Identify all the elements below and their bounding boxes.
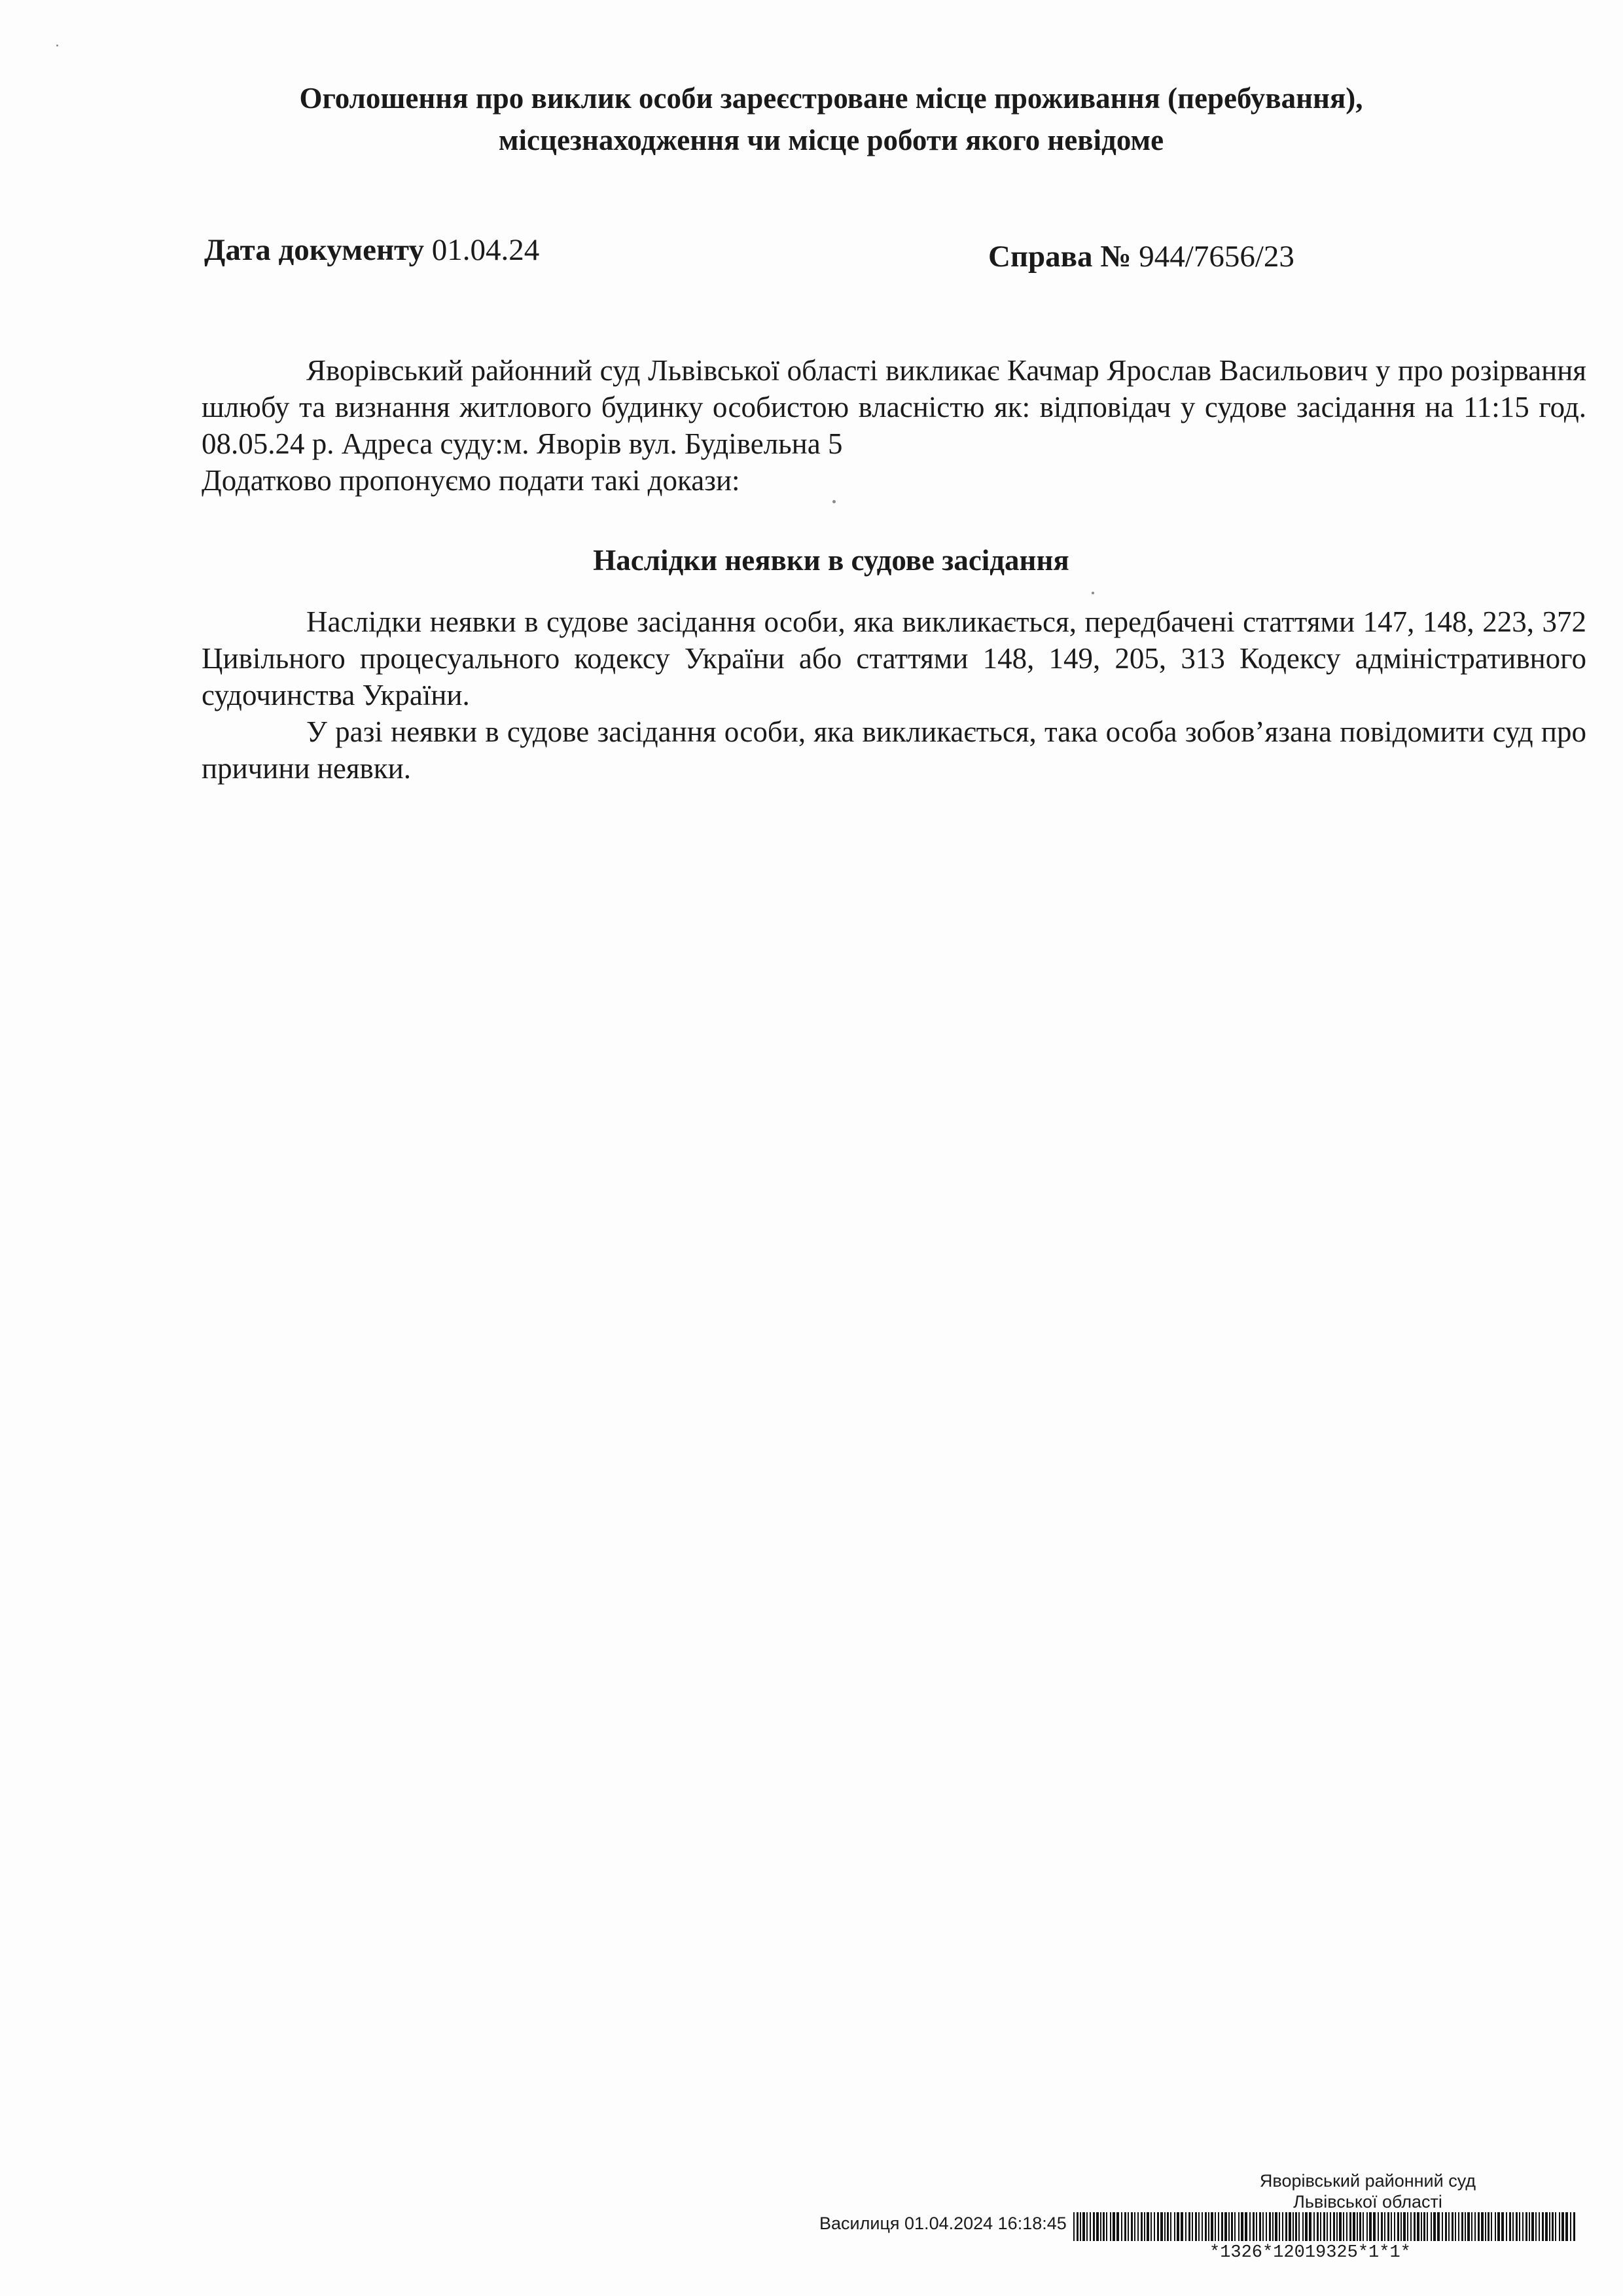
barcode-bar [1433,2212,1436,2241]
barcode-bar [1559,2212,1560,2241]
barcode-bar [1086,2212,1088,2241]
barcode-bar [1228,2212,1230,2241]
barcode-bar [1387,2212,1389,2241]
barcode-bar [1491,2212,1492,2241]
barcode-bar [1275,2212,1277,2241]
barcode-bar [1096,2212,1099,2241]
barcode-bar [1525,2212,1527,2241]
footer-stamp: Василиця 01.04.2024 16:18:45 [819,2214,1067,2233]
footer-court-line-2: Львівської області [1293,2192,1442,2212]
barcode-bar [1113,2212,1115,2241]
barcode-bar [1458,2212,1459,2241]
barcode-bar [1516,2212,1518,2241]
barcode-bar [1403,2212,1406,2241]
date-value: 01.04.24 [431,233,540,267]
barcode-bar [1471,2212,1472,2241]
barcode-bar [1542,2212,1544,2241]
summons-text: Яворівський районний суд Львівської області викликає Качмар Ярослав Васильович у про розірвання шлюбу та визнання житлового будинку особистою власністю як: відповідач у судове засідання на 11:15 год. 08.05.24 р. Адреса суду:м. Яворів вул. Будівельна 5 [202,354,1586,460]
title-line-2: місцезнаходження чи місце роботи якого невідоме [498,124,1164,156]
barcode-bar [1073,2212,1075,2241]
barcode [1073,2212,1577,2241]
scan-speck [832,500,836,503]
barcode-bar [1134,2212,1135,2241]
barcode-bar [1147,2212,1149,2241]
barcode-bar [1157,2212,1159,2241]
barcode-bar [1218,2212,1219,2241]
barcode-bar [1103,2212,1105,2241]
consequences-paragraph-2: У разі неявки в судове засідання особи, яка викликається, така особа зобов’язана повідомити суд про причини неявки. [202,715,1586,785]
barcode-bar [1253,2212,1255,2241]
barcode-bar [1485,2212,1486,2241]
barcode-bar [1455,2212,1456,2241]
barcode-bar [1353,2212,1355,2241]
barcode-bar [1519,2212,1520,2241]
barcode-bar [1573,2212,1575,2241]
barcode-bar [1336,2212,1338,2241]
barcode-bar [1461,2212,1463,2241]
barcode-bar [1128,2212,1129,2241]
barcode-bar [1384,2212,1385,2241]
barcode-bar [1164,2212,1166,2241]
evidence-text: Додатково пропонуємо подати такі докази: [202,464,740,497]
barcode-bar [1320,2212,1321,2241]
barcode-bar [1205,2212,1207,2241]
barcode-bar [1077,2212,1079,2241]
document-date [204,230,539,270]
barcode-bar [1346,2212,1347,2241]
barcode-bar [1195,2212,1197,2241]
barcode-bar [1421,2212,1422,2241]
barcode-bar [1124,2212,1126,2241]
barcode-bar [1570,2212,1571,2241]
barcode-bar [1423,2212,1425,2241]
barcode-bar [1170,2212,1171,2241]
barcode-bar [1417,2212,1419,2241]
barcode-bar [1298,2212,1300,2241]
barcode-bar [1285,2212,1287,2241]
barcode-code: *1326*12019325*1*1* [1209,2243,1411,2263]
barcode-bar [1448,2212,1450,2241]
barcode-bar [1343,2212,1344,2241]
barcode-bar [1481,2212,1484,2241]
barcode-bar [1369,2212,1372,2241]
scan-speck [56,45,58,46]
barcode-bar [1467,2212,1470,2241]
barcode-bar [1359,2212,1361,2241]
barcode-bar [1259,2212,1261,2241]
date-label: Дата документу [204,233,425,267]
barcode-bar [1262,2212,1264,2241]
barcode-bar [1397,2212,1399,2241]
case-value: 944/7656/23 [1139,240,1294,274]
barcode-bar [1093,2212,1095,2241]
barcode-bar [1427,2212,1428,2241]
barcode-bar [1561,2212,1564,2241]
barcode-bar [1116,2212,1119,2241]
barcode-bar [1249,2212,1251,2241]
barcode-bar [1100,2212,1101,2241]
footer-court-name [1178,2170,1558,2212]
barcode-bar [1106,2212,1107,2241]
barcode-bar [1185,2212,1186,2241]
barcode-bar [1437,2212,1440,2241]
barcode-bar [1211,2212,1213,2241]
barcode-bar [1378,2212,1379,2241]
barcode-bar [1174,2212,1175,2241]
barcode-bar [1160,2212,1163,2241]
barcode-bar [1238,2212,1240,2241]
footer-court-line-1: Яворівський районний суд [1259,2171,1476,2191]
barcode-bar [1269,2212,1271,2241]
document-title [196,77,1466,161]
barcode-bar [1330,2212,1331,2241]
barcode-bar [1501,2212,1504,2241]
barcode-bar [1495,2212,1496,2241]
barcode-bar [1289,2212,1291,2241]
barcode-bar [1381,2212,1383,2241]
barcode-bar [1327,2212,1328,2241]
barcode-bar [1535,2212,1537,2241]
title-line-1: Оголошення про виклик особи зареєстроване місце проживання (перебування), [299,82,1363,115]
barcode-bar [1202,2212,1203,2241]
barcode-bar [1400,2212,1402,2241]
barcode-bar [1410,2212,1412,2241]
barcode-bar [1555,2212,1556,2241]
barcode-bar [1465,2212,1466,2241]
barcode-bar [1256,2212,1257,2241]
consequences-paragraph-1: Наслідки неявки в судове засідання особи, яка викликається, передбачені статтями 147, 148, 223, 372 Цивільного процесуального кодексу України або статтями 148, 149, 205, 313 Кодексу адміністративного судочинства України. [202,605,1586,711]
barcode-bar [1110,2212,1111,2241]
barcode-bar [1531,2212,1534,2241]
barcode-bar [1509,2212,1511,2241]
barcode-bar [1150,2212,1152,2241]
barcode-bar [1529,2212,1530,2241]
case-label: Справа № [988,240,1132,274]
barcode-bar [1305,2212,1308,2241]
consequences-heading: Наслідки неявки в судове засідання [593,544,1069,577]
barcode-bar [1137,2212,1139,2241]
barcode-bar [1192,2212,1193,2241]
barcode-bar [1497,2212,1500,2241]
barcode-bar [1141,2212,1143,2241]
barcode-bar [1394,2212,1395,2241]
barcode-bar [1121,2212,1122,2241]
barcode-bar [1522,2212,1524,2241]
barcode-bar [1414,2212,1416,2241]
barcode-bar [1431,2212,1432,2241]
barcode-bar [1373,2212,1376,2241]
barcode-bar [1215,2212,1216,2241]
barcode-bar [1302,2212,1304,2241]
barcode-bar [1363,2212,1364,2241]
barcode-bar [1407,2212,1408,2241]
barcode-bar [1317,2212,1319,2241]
barcode-bar [1279,2212,1280,2241]
barcode-bar [1478,2212,1480,2241]
barcode-bar [1565,2212,1568,2241]
barcode-bar [1442,2212,1443,2241]
barcode-bar [1474,2212,1476,2241]
scan-speck [1092,592,1094,594]
barcode-bar [1333,2212,1335,2241]
barcode-bar [1082,2212,1085,2241]
barcode-bar [1080,2212,1081,2241]
barcode-bar [1349,2212,1351,2241]
barcode-bar [1231,2212,1233,2241]
barcode-bar [1488,2212,1489,2241]
barcode-bar [1552,2212,1554,2241]
barcode-bar [1198,2212,1200,2241]
barcode-bar [1090,2212,1091,2241]
consequences-block [202,603,1586,787]
barcode-bar [1241,2212,1243,2241]
barcode-bar [1512,2212,1514,2241]
barcode-bar [1357,2212,1358,2241]
barcode-bar [1293,2212,1294,2241]
barcode-bar [1391,2212,1392,2241]
barcode-bar [1506,2212,1507,2241]
barcode-bar [1266,2212,1267,2241]
barcode-bar [1221,2212,1223,2241]
barcode-bar [1549,2212,1550,2241]
barcode-bar [1181,2212,1183,2241]
barcode-bar [1154,2212,1155,2241]
barcode-bar [1131,2212,1133,2241]
barcode-bar [1445,2212,1447,2241]
barcode-bar [1452,2212,1454,2241]
barcode-bar [1545,2212,1548,2241]
summons-block [202,352,1586,499]
barcode-bar [1313,2212,1315,2241]
barcode-bar [1323,2212,1325,2241]
barcode-bar [1295,2212,1297,2241]
barcode-bar [1539,2212,1540,2241]
barcode-bar [1282,2212,1283,2241]
barcode-bar [1177,2212,1179,2241]
barcode-bar [1245,2212,1247,2241]
barcode-bar [1224,2212,1227,2241]
barcode-bar [1309,2212,1311,2241]
barcode-bar [1144,2212,1145,2241]
case-number [988,237,1294,276]
barcode-bar [1208,2212,1209,2241]
barcode-bar [1366,2212,1368,2241]
barcode-bar [1272,2212,1274,2241]
barcode-bar [1234,2212,1236,2241]
barcode-bar [1167,2212,1169,2241]
barcode-bar [1339,2212,1342,2241]
barcode-bar [1188,2212,1190,2241]
